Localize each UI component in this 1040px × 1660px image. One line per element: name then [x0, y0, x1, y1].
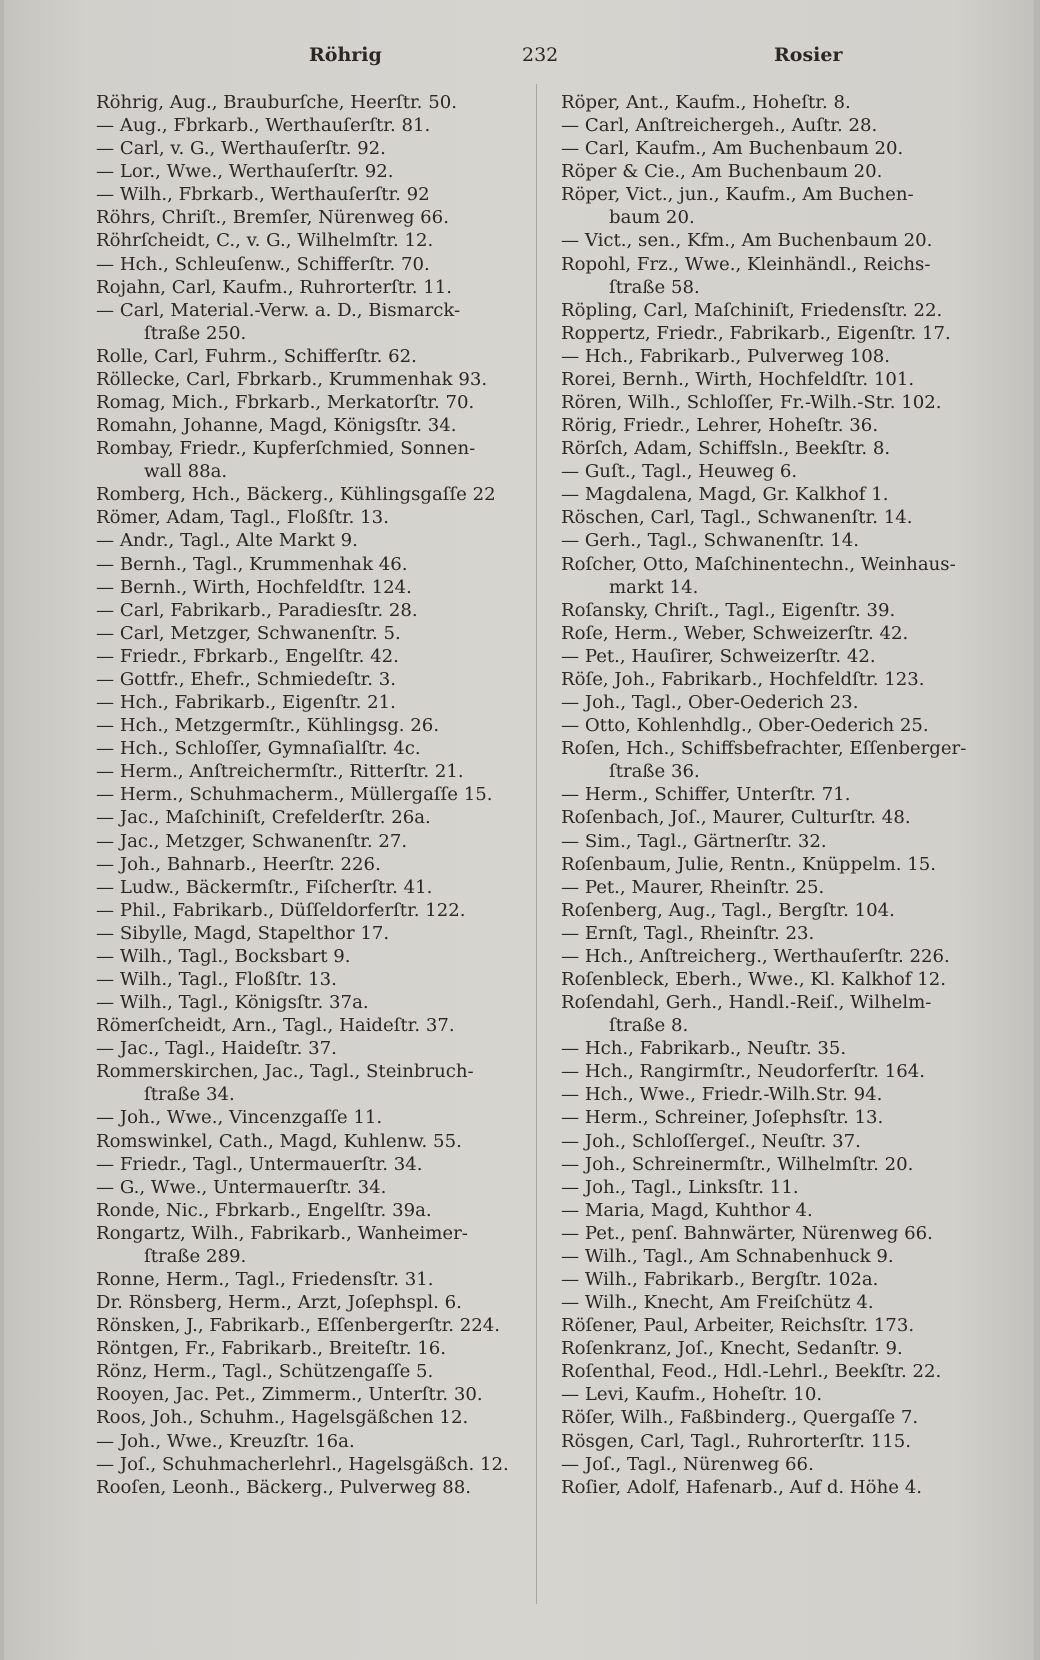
header-first-name: Röhrig [309, 44, 382, 66]
directory-entry: — Herm., Schuhmacherm., Müllergaſſe 15. [96, 784, 493, 806]
page-number: 232 [522, 44, 559, 66]
directory-entry: — Carl, Metzger, Schwanenſtr. 5. [96, 622, 401, 644]
directory-entry: Roſcher, Otto, Maſchinentechn., Weinhaus- [561, 553, 956, 575]
directory-entry: — Wilh., Tagl., Bocksbart 9. [96, 945, 351, 967]
directory-entry: Rombay, Friedr., Kupferſchmied, Sonnen- [96, 438, 476, 460]
directory-entry: — Friedr., Fbrkarb., Engelſtr. 42. [96, 645, 399, 667]
directory-entry: Roſendahl, Gerh., Handl.-Reiſ., Wilhelm- [561, 992, 932, 1014]
directory-entry: Röschen, Carl, Tagl., Schwanenſtr. 14. [561, 507, 913, 529]
directory-entry: — Levi, Kaufm., Hoheſtr. 10. [561, 1384, 823, 1406]
directory-entry: Röpling, Carl, Maſchiniſt, Friedensſtr. 22. [561, 299, 943, 321]
directory-entry: — Hch., Fabrikarb., Eigenſtr. 21. [96, 692, 396, 714]
directory-entry: — Magdalena, Magd, Gr. Kalkhof 1. [561, 484, 889, 506]
directory-entry: — Carl, Kaufm., Am Buchenbaum 20. [561, 138, 904, 160]
directory-entry: — Hch., Schleuſenw., Schifferſtr. 70. [96, 253, 430, 275]
right-column [561, 91, 999, 1499]
directory-entry: Roſier, Adolf, Hafenarb., Auf d. Höhe 4. [561, 1476, 922, 1498]
directory-entry: Ropohl, Frz., Wwe., Kleinhändl., Reichs- [561, 253, 931, 275]
directory-entry: — Carl, Fabrikarb., Paradiesſtr. 28. [96, 599, 418, 621]
directory-entry: Roſenthal, Feod., Hdl.-Lehrl., Beekſtr. 22. [561, 1361, 942, 1383]
page-header [94, 44, 994, 74]
directory-entry: — Hch., Fabrikarb., Neuſtr. 35. [561, 1038, 847, 1060]
directory-entry: — Joh., Schreinermſtr., Wilhelmſtr. 20. [561, 1153, 914, 1175]
directory-entry: — Vict., sen., Kfm., Am Buchenbaum 20. [561, 230, 933, 252]
directory-entry: — Herm., Schiffer, Unterſtr. 71. [561, 784, 851, 806]
directory-entry: — Herm., Schreiner, Joſephsſtr. 13. [561, 1107, 884, 1129]
entry-continuation: ſtraße 36. [609, 761, 700, 783]
entry-continuation: baum 20. [609, 207, 695, 229]
directory-entry: — Carl, v. G., Werthauſerſtr. 92. [96, 138, 386, 160]
directory-entry: Rorei, Bernh., Wirth, Hochfeldſtr. 101. [561, 368, 915, 390]
entry-continuation: ſtraße 58. [609, 276, 700, 298]
directory-entry: Romag, Mich., Fbrkarb., Merkatorſtr. 70. [96, 392, 475, 414]
directory-entry: Rolle, Carl, Fuhrm., Schifferſtr. 62. [96, 345, 417, 367]
directory-entry: Romswinkel, Cath., Magd, Kuhlenw. 55. [96, 1130, 462, 1152]
directory-entry: Röper & Cie., Am Buchenbaum 20. [561, 161, 883, 183]
left-column [96, 91, 526, 1499]
directory-entry: — Wilh., Knecht, Am Freiſchütz 4. [561, 1292, 874, 1314]
directory-entry: — Jac., Metzger, Schwanenſtr. 27. [96, 830, 408, 852]
directory-entry: Röſener, Paul, Arbeiter, Reichsſtr. 173. [561, 1315, 915, 1337]
directory-entry: — Wilh., Fabrikarb., Bergſtr. 102a. [561, 1268, 879, 1290]
directory-entry: — Gerh., Tagl., Schwanenſtr. 14. [561, 530, 860, 552]
directory-entry: Romberg, Hch., Bäckerg., Kühlingsgaſſe 22 [96, 484, 496, 506]
directory-entry: Roſenbleck, Eberh., Wwe., Kl. Kalkhof 12. [561, 968, 946, 990]
directory-entry: — Friedr., Tagl., Untermauerſtr. 34. [96, 1153, 423, 1175]
directory-entry: — Jac., Tagl., Haideſtr. 37. [96, 1038, 337, 1060]
directory-entry: Roos, Joh., Schuhm., Hagelsgäßchen 12. [96, 1407, 469, 1429]
directory-entry: — Joh., Bahnarb., Heerſtr. 226. [96, 853, 381, 875]
directory-entry: Ronde, Nic., Fbrkarb., Engelſtr. 39a. [96, 1199, 432, 1221]
directory-entry: Roſansky, Chriſt., Tagl., Eigenſtr. 39. [561, 599, 896, 621]
directory-entry: — Hch., Rangirmſtr., Neudorferſtr. 164. [561, 1061, 925, 1083]
directory-entry: Röhrſcheidt, C., v. G., Wilhelmſtr. 12. [96, 230, 434, 252]
entry-continuation: ſtraße 250. [144, 322, 247, 344]
directory-entry: Ronne, Herm., Tagl., Friedensſtr. 31. [96, 1268, 434, 1290]
directory-entry: Roſenberg, Aug., Tagl., Bergſtr. 104. [561, 899, 895, 921]
directory-entry: — Phil., Fabrikarb., Düſſeldorferſtr. 122. [96, 899, 466, 921]
directory-entry: — Bernh., Wirth, Hochfeldſtr. 124. [96, 576, 412, 598]
directory-entry: — Sim., Tagl., Gärtnerſtr. 32. [561, 830, 827, 852]
directory-page [4, 0, 1034, 1660]
directory-entry: Dr. Rönsberg, Herm., Arzt, Joſephspl. 6. [96, 1292, 462, 1314]
directory-entry: Röhrig, Aug., Brauburſche, Heerſtr. 50. [96, 92, 457, 113]
directory-entry: Röntgen, Fr., Fabrikarb., Breiteſtr. 16. [96, 1338, 447, 1360]
entry-continuation: ſtraße 34. [144, 1084, 235, 1106]
directory-entry: — Hch., Schloſſer, Gymnaſialſtr. 4c. [96, 738, 421, 760]
directory-entry: — Ludw., Bäckermſtr., Fiſcherſtr. 41. [96, 876, 433, 898]
entry-continuation: ſtraße 8. [609, 1015, 689, 1037]
directory-entry: Romahn, Johanne, Magd, Königsſtr. 34. [96, 415, 457, 437]
directory-entry: Röſe, Joh., Fabrikarb., Hochfeldſtr. 123. [561, 668, 925, 690]
directory-entry: Rojahn, Carl, Kaufm., Ruhrorterſtr. 11. [96, 276, 453, 298]
directory-entry: Rönsken, J., Fabrikarb., Eſſenbergerſtr. 224. [96, 1315, 501, 1337]
directory-entry: Röper, Vict., jun., Kaufm., Am Buchen- [561, 184, 914, 206]
directory-entry: — Ernſt, Tagl., Rheinſtr. 23. [561, 922, 815, 944]
directory-entry: — Herm., Anſtreichermſtr., Ritterſtr. 21. [96, 761, 464, 783]
directory-entry: — Pet., penſ. Bahnwärter, Nürenweg 66. [561, 1222, 933, 1244]
directory-entry: — Pet., Maurer, Rheinſtr. 25. [561, 876, 825, 898]
directory-entry: — Carl, Material.-Verw. a. D., Bismarck- [96, 299, 461, 321]
directory-entry: — Pet., Hauſirer, Schweizerſtr. 42. [561, 645, 876, 667]
directory-entry: — Aug., Fbrkarb., Werthauſerſtr. 81. [96, 115, 431, 137]
directory-entry: Rommerskirchen, Jac., Tagl., Steinbruch- [96, 1061, 474, 1083]
directory-entry: — Wilh., Tagl., Königsſtr. 37a. [96, 992, 369, 1014]
directory-entry: — Wilh., Tagl., Am Schnabenhuck 9. [561, 1245, 894, 1267]
directory-entry: Rooſen, Leonh., Bäckerg., Pulverweg 88. [96, 1476, 472, 1498]
directory-entry: — Hch., Fabrikarb., Pulverweg 108. [561, 345, 891, 367]
column-divider [536, 84, 537, 1604]
directory-entry: Roſe, Herm., Weber, Schweizerſtr. 42. [561, 622, 909, 644]
header-last-name: Rosier [774, 44, 843, 66]
directory-entry: Roſenbach, Joſ., Maurer, Culturſtr. 48. [561, 807, 911, 829]
entry-continuation: ſtraße 289. [144, 1245, 247, 1267]
directory-entry: Roſen, Hch., Schiffsbefrachter, Eſſenberger- [561, 738, 967, 760]
directory-entry: Rösgen, Carl, Tagl., Ruhrorterſtr. 115. [561, 1430, 912, 1452]
directory-entry: Roppertz, Friedr., Fabrikarb., Eigenſtr. 17. [561, 322, 951, 344]
directory-entry: — Carl, Anſtreichergeh., Auſtr. 28. [561, 115, 878, 137]
directory-entry: — Maria, Magd, Kuhthor 4. [561, 1199, 813, 1221]
directory-entry: Röper, Ant., Kaufm., Hoheſtr. 8. [561, 92, 851, 113]
directory-entry: — Wilh., Tagl., Floßſtr. 13. [96, 968, 337, 990]
directory-entry: — Joſ., Schuhmacherlehrl., Hagelsgäßch. 12. [96, 1453, 509, 1475]
directory-entry: Röhrs, Chriſt., Bremſer, Nürenweg 66. [96, 207, 449, 229]
entry-continuation: wall 88a. [144, 461, 228, 483]
directory-entry: — Joſ., Tagl., Nürenweg 66. [561, 1453, 814, 1475]
directory-entry: — Joh., Schloſſergeſ., Neuſtr. 37. [561, 1130, 861, 1152]
directory-entry: — Joh., Wwe., Kreuzſtr. 16a. [96, 1430, 355, 1452]
directory-entry: — Joh., Wwe., Vincenzgaſſe 11. [96, 1107, 383, 1129]
directory-entry: — Gottfr., Ehefr., Schmiedeſtr. 3. [96, 668, 397, 690]
directory-entry: Rörſch, Adam, Schiffsln., Beekſtr. 8. [561, 438, 891, 460]
directory-entry: — Jac., Maſchiniſt, Crefelderſtr. 26a. [96, 807, 431, 829]
directory-entry: — Joh., Tagl., Linksſtr. 11. [561, 1176, 799, 1198]
directory-entry: — Bernh., Tagl., Krummenhak 46. [96, 553, 408, 575]
directory-entry: Roſenbaum, Julie, Rentn., Knüppelm. 15. [561, 853, 937, 875]
directory-entry: Römerſcheidt, Arn., Tagl., Haideſtr. 37. [96, 1015, 455, 1037]
directory-entry: Röſer, Wilh., Faßbinderg., Quergaſſe 7. [561, 1407, 919, 1429]
directory-entry: Rören, Wilh., Schloſſer, Fr.-Wilh.-Str. 102. [561, 392, 942, 414]
directory-entry: Rörig, Friedr., Lehrer, Hoheſtr. 36. [561, 415, 879, 437]
directory-entry: Röllecke, Carl, Fbrkarb., Krummenhak 93. [96, 368, 488, 390]
directory-entry: — Andr., Tagl., Alte Markt 9. [96, 530, 358, 552]
directory-entry: — Hch., Metzgermſtr., Kühlingsg. 26. [96, 715, 440, 737]
directory-entry: Rönz, Herm., Tagl., Schützengaſſe 5. [96, 1361, 434, 1383]
directory-entry: — Wilh., Fbrkarb., Werthauſerſtr. 92 [96, 184, 430, 206]
directory-entry: — Hch., Anſtreicherg., Werthauſerſtr. 226. [561, 945, 950, 967]
directory-entry: Rooyen, Jac. Pet., Zimmerm., Unterſtr. 30. [96, 1384, 483, 1406]
directory-entry: — Lor., Wwe., Werthauſerſtr. 92. [96, 161, 394, 183]
directory-entry: — Joh., Tagl., Ober-Oederich 23. [561, 692, 859, 714]
directory-entry: Rongartz, Wilh., Fabrikarb., Wanheimer- [96, 1222, 468, 1244]
directory-entry: — Sibylle, Magd, Stapelthor 17. [96, 922, 390, 944]
directory-entry: — G., Wwe., Untermauerſtr. 34. [96, 1176, 387, 1198]
directory-entry: — Hch., Wwe., Friedr.-Wilh.Str. 94. [561, 1084, 883, 1106]
directory-entry: Römer, Adam, Tagl., Floßſtr. 13. [96, 507, 389, 529]
directory-entry: — Otto, Kohlenhdlg., Ober-Oederich 25. [561, 715, 929, 737]
directory-entry: Roſenkranz, Joſ., Knecht, Sedanſtr. 9. [561, 1338, 903, 1360]
entry-continuation: markt 14. [609, 576, 699, 598]
directory-entry: — Guſt., Tagl., Heuweg 6. [561, 461, 798, 483]
